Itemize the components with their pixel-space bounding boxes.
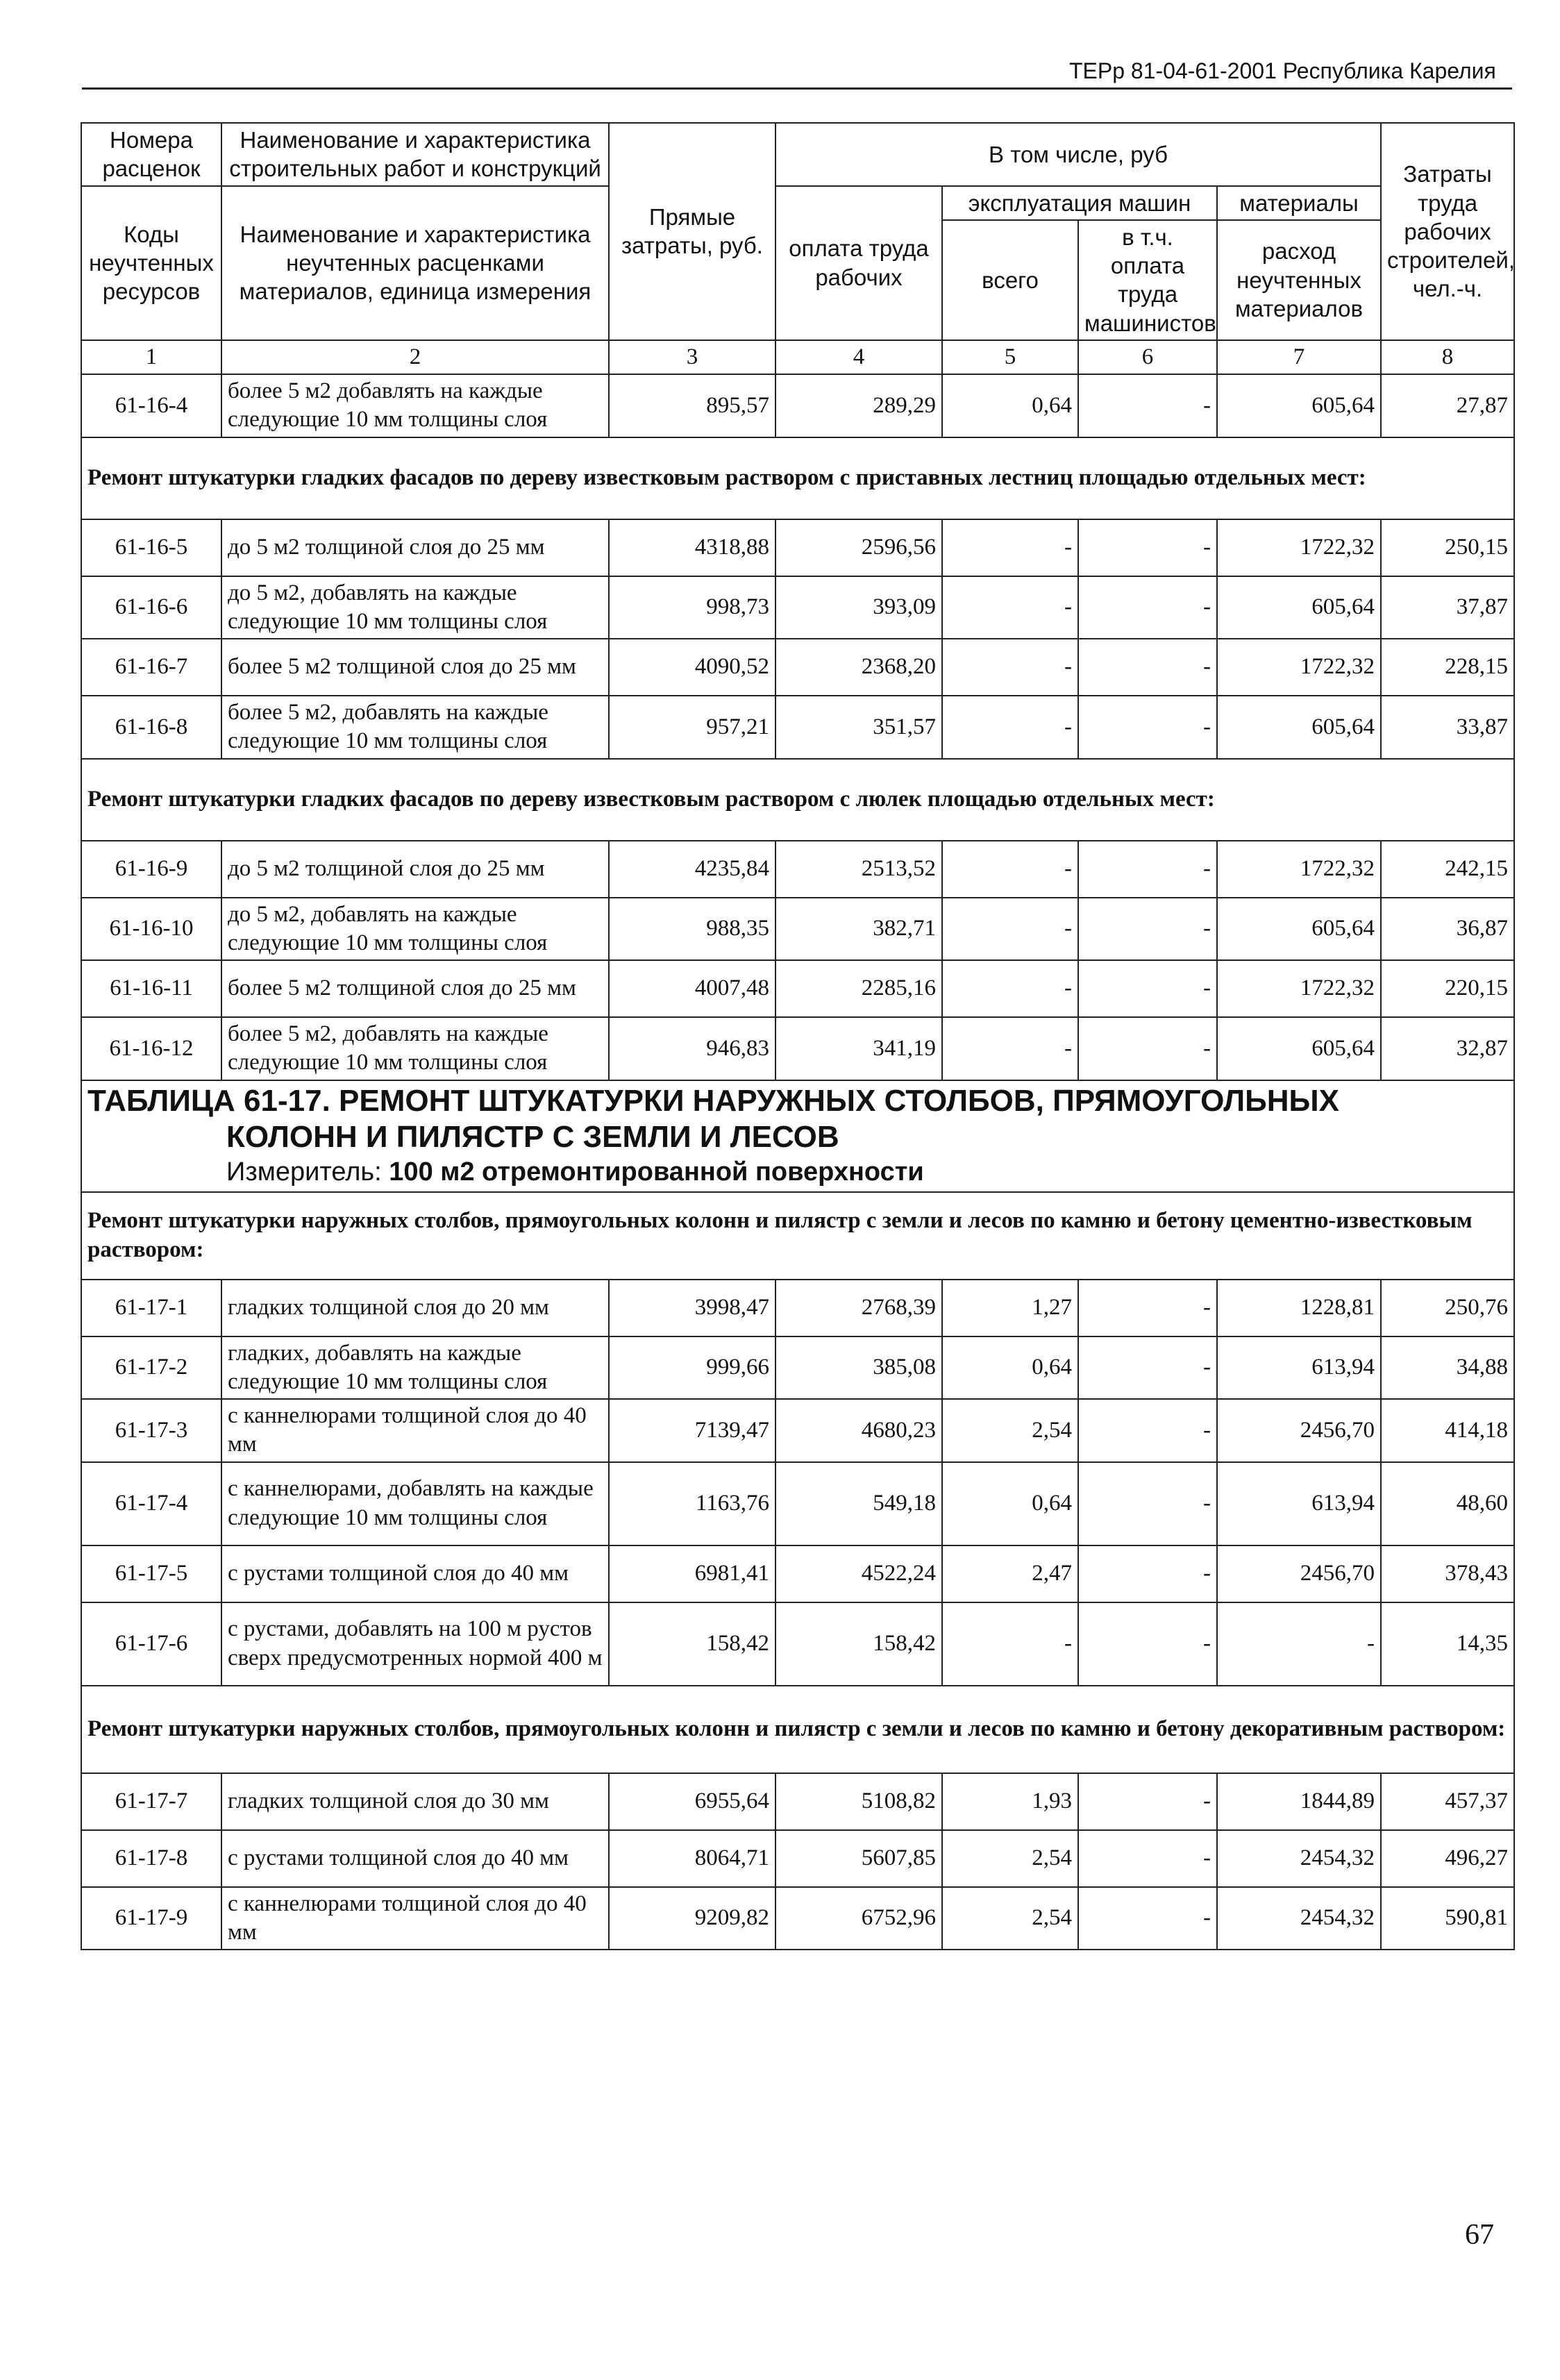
cell-direct: 895,57 <box>609 374 775 437</box>
cell-mach: - <box>942 639 1078 696</box>
cell-desc: с каннелюрами толщиной слоя до 40 мм <box>221 1887 609 1950</box>
cell-mat: 2454,32 <box>1217 1830 1381 1887</box>
cell-labor: 34,88 <box>1381 1336 1514 1400</box>
cell-mat: 605,64 <box>1217 696 1381 759</box>
cell-labor: 228,15 <box>1381 639 1514 696</box>
cell-mat: 1722,32 <box>1217 519 1381 576</box>
cell-labor: 414,18 <box>1381 1399 1514 1462</box>
col-header-materials: материалы <box>1217 186 1381 220</box>
cell-mach_w: - <box>1078 841 1217 898</box>
cell-wages: 4680,23 <box>775 1399 942 1462</box>
cell-mach: - <box>942 519 1078 576</box>
cell-mat: 605,64 <box>1217 1017 1381 1080</box>
cell-code: 61-17-1 <box>81 1280 221 1336</box>
unit-line <box>87 1156 1508 1189</box>
cell-wages: 385,08 <box>775 1336 942 1400</box>
cell-mach_w: - <box>1078 1017 1217 1080</box>
cell-mach: - <box>942 898 1078 961</box>
cell-code: 61-16-12 <box>81 1017 221 1080</box>
column-number: 5 <box>942 340 1078 374</box>
section-title-row <box>81 1192 1514 1280</box>
cell-labor: 242,15 <box>1381 841 1514 898</box>
cell-direct: 3998,47 <box>609 1280 775 1336</box>
header-row-2 <box>81 186 1514 220</box>
cell-labor: 27,87 <box>1381 374 1514 437</box>
cell-mach: 0,64 <box>942 1336 1078 1400</box>
cell-labor: 220,15 <box>1381 960 1514 1017</box>
col-header-code-top: Номера расценок <box>81 123 221 186</box>
cell-mach: 0,64 <box>942 1462 1078 1545</box>
cell-code: 61-17-2 <box>81 1336 221 1400</box>
cell-wages: 2513,52 <box>775 841 942 898</box>
column-number: 3 <box>609 340 775 374</box>
cell-mach_w: - <box>1078 1887 1217 1950</box>
column-number: 1 <box>81 340 221 374</box>
cell-wages: 549,18 <box>775 1462 942 1545</box>
cell-wages: 158,42 <box>775 1602 942 1686</box>
cell-labor: 36,87 <box>1381 898 1514 961</box>
cell-code: 61-17-8 <box>81 1830 221 1887</box>
document-header: ТЕРр 81-04-61-2001 Республика Карелия <box>1069 58 1496 83</box>
table-row <box>81 639 1514 696</box>
cell-mat: 1722,32 <box>1217 960 1381 1017</box>
cell-direct: 6981,41 <box>609 1545 775 1602</box>
cell-wages: 289,29 <box>775 374 942 437</box>
column-numbers-row <box>81 340 1514 374</box>
column-number: 8 <box>1381 340 1514 374</box>
cell-mat: 613,94 <box>1217 1462 1381 1545</box>
table-row <box>81 898 1514 961</box>
col-header-name-bottom: Наименование и характеристика неучтенных расценками материалов, единица измерения <box>221 186 609 340</box>
cell-labor: 457,37 <box>1381 1773 1514 1830</box>
header-rule <box>82 87 1512 90</box>
cell-mach: 0,64 <box>942 374 1078 437</box>
cell-labor: 496,27 <box>1381 1830 1514 1887</box>
cell-direct: 998,73 <box>609 576 775 639</box>
cell-wages: 2368,20 <box>775 639 942 696</box>
cell-code: 61-16-9 <box>81 841 221 898</box>
cell-desc: более 5 м2, добавлять на каждые следующие 10 мм толщины слоя <box>221 696 609 759</box>
cell-direct: 999,66 <box>609 1336 775 1400</box>
cell-mat: 1722,32 <box>1217 639 1381 696</box>
table-title-row <box>81 1080 1514 1192</box>
cell-direct: 1163,76 <box>609 1462 775 1545</box>
section-title: Ремонт штукатурки наружных столбов, прямоугольных колонн и пилястр с земли и лесов по камню и бетону декоративным раствором: <box>81 1686 1514 1773</box>
cell-mach: - <box>942 696 1078 759</box>
cell-direct: 158,42 <box>609 1602 775 1686</box>
cell-mach_w: - <box>1078 519 1217 576</box>
table-row <box>81 374 1514 437</box>
cell-direct: 957,21 <box>609 696 775 759</box>
cell-mat: 2456,70 <box>1217 1545 1381 1602</box>
cell-direct: 4007,48 <box>609 960 775 1017</box>
cell-mach: - <box>942 841 1078 898</box>
table-row <box>81 1773 1514 1830</box>
cell-labor: 250,76 <box>1381 1280 1514 1336</box>
col-header-mach-total: всего <box>942 220 1078 340</box>
cell-code: 61-16-8 <box>81 696 221 759</box>
col-header-direct: Прямые затраты, руб. <box>609 123 775 340</box>
col-header-labor: Затраты труда рабочих строителей, чел.-ч. <box>1381 123 1514 340</box>
cell-mach_w: - <box>1078 960 1217 1017</box>
cell-mat: 605,64 <box>1217 576 1381 639</box>
cell-mach_w: - <box>1078 1399 1217 1462</box>
table-row <box>81 519 1514 576</box>
cell-mach: - <box>942 1017 1078 1080</box>
rates-table <box>81 122 1515 1950</box>
table-row <box>81 841 1514 898</box>
cell-code: 61-16-6 <box>81 576 221 639</box>
cell-wages: 5108,82 <box>775 1773 942 1830</box>
table-row <box>81 1830 1514 1887</box>
cell-direct: 4235,84 <box>609 841 775 898</box>
column-number: 4 <box>775 340 942 374</box>
cell-mach: - <box>942 576 1078 639</box>
cell-desc: до 5 м2, добавлять на каждые следующие 10 мм толщины слоя <box>221 576 609 639</box>
unit-label: Измеритель: <box>226 1157 382 1187</box>
section-title: Ремонт штукатурки гладких фасадов по дереву известковым раствором с люлек площадью отдельных мест: <box>81 759 1514 841</box>
cell-desc: более 5 м2 добавлять на каждые следующие 10 мм толщины слоя <box>221 374 609 437</box>
table-row <box>81 1887 1514 1950</box>
table-row <box>81 960 1514 1017</box>
cell-mach: 1,27 <box>942 1280 1078 1336</box>
table-row <box>81 1336 1514 1400</box>
column-number: 2 <box>221 340 609 374</box>
cell-direct: 4318,88 <box>609 519 775 576</box>
table-row <box>81 1462 1514 1545</box>
table-row <box>81 1280 1514 1336</box>
cell-mach: 2,54 <box>942 1887 1078 1950</box>
cell-mat: - <box>1217 1602 1381 1686</box>
cell-wages: 382,71 <box>775 898 942 961</box>
cell-code: 61-17-7 <box>81 1773 221 1830</box>
cell-mach_w: - <box>1078 1545 1217 1602</box>
cell-mach: 2,47 <box>942 1545 1078 1602</box>
cell-desc: с каннелюрами, добавлять на каждые следующие 10 мм толщины слоя <box>221 1462 609 1545</box>
table-row <box>81 1545 1514 1602</box>
cell-labor: 33,87 <box>1381 696 1514 759</box>
cell-code: 61-17-9 <box>81 1887 221 1950</box>
cell-mat: 605,64 <box>1217 898 1381 961</box>
table-row <box>81 1602 1514 1686</box>
col-header-wages: оплата труда рабочих <box>775 186 942 340</box>
cell-mach: 2,54 <box>942 1830 1078 1887</box>
section-title: Ремонт штукатурки наружных столбов, прямоугольных колонн и пилястр с земли и лесов по камню и бетону цементно-известковым раствором: <box>81 1192 1514 1280</box>
col-header-code-bottom: Коды неучтенных ресурсов <box>81 186 221 340</box>
cell-labor: 250,15 <box>1381 519 1514 576</box>
cell-code: 61-17-6 <box>81 1602 221 1686</box>
cell-mach_w: - <box>1078 1462 1217 1545</box>
cell-code: 61-17-4 <box>81 1462 221 1545</box>
section-title-row <box>81 759 1514 841</box>
cell-mach_w: - <box>1078 1280 1217 1336</box>
cell-wages: 2768,39 <box>775 1280 942 1336</box>
cell-mach_w: - <box>1078 1336 1217 1400</box>
cell-wages: 4522,24 <box>775 1545 942 1602</box>
cell-labor: 32,87 <box>1381 1017 1514 1080</box>
cell-labor: 590,81 <box>1381 1887 1514 1950</box>
cell-desc: до 5 м2, добавлять на каждые следующие 10 мм толщины слоя <box>221 898 609 961</box>
cell-mach_w: - <box>1078 1773 1217 1830</box>
section-title: Ремонт штукатурки гладких фасадов по дереву известковым раствором с приставных лестниц площадью отдельных мест: <box>81 437 1514 519</box>
cell-desc: с каннелюрами толщиной слоя до 40 мм <box>221 1399 609 1462</box>
cell-direct: 946,83 <box>609 1017 775 1080</box>
cell-labor: 37,87 <box>1381 576 1514 639</box>
cell-labor: 48,60 <box>1381 1462 1514 1545</box>
cell-mach_w: - <box>1078 696 1217 759</box>
cell-mat: 613,94 <box>1217 1336 1381 1400</box>
table-title-cell <box>81 1080 1514 1192</box>
section-title-row <box>81 1686 1514 1773</box>
table-row <box>81 576 1514 639</box>
cell-code: 61-16-10 <box>81 898 221 961</box>
cell-wages: 2596,56 <box>775 519 942 576</box>
cell-desc: гладких толщиной слоя до 30 мм <box>221 1773 609 1830</box>
cell-desc: гладких толщиной слоя до 20 мм <box>221 1280 609 1336</box>
col-header-name-top: Наименование и характеристика строительных работ и конструкций <box>221 123 609 186</box>
cell-direct: 6955,64 <box>609 1773 775 1830</box>
page-number: 67 <box>1465 2219 1494 2251</box>
cell-mat: 605,64 <box>1217 374 1381 437</box>
table-title <box>87 1083 1508 1157</box>
cell-code: 61-17-5 <box>81 1545 221 1602</box>
cell-mat: 1722,32 <box>1217 841 1381 898</box>
cell-mat: 2456,70 <box>1217 1399 1381 1462</box>
cell-code: 61-16-11 <box>81 960 221 1017</box>
cell-desc: с рустами толщиной слоя до 40 мм <box>221 1545 609 1602</box>
table-title-line1: ТАБЛИЦА 61-17. РЕМОНТ ШТУКАТУРКИ НАРУЖНЫХ СТОЛБОВ, ПРЯМОУГОЛЬНЫХ <box>87 1083 1339 1118</box>
table-title-line2: КОЛОНН И ПИЛЯСТР С ЗЕМЛИ И ЛЕСОВ <box>226 1120 839 1155</box>
cell-wages: 5607,85 <box>775 1830 942 1887</box>
column-number: 7 <box>1217 340 1381 374</box>
cell-desc: более 5 м2 толщиной слоя до 25 мм <box>221 960 609 1017</box>
cell-mach_w: - <box>1078 1830 1217 1887</box>
cell-desc: гладких, добавлять на каждые следующие 10 мм толщины слоя <box>221 1336 609 1400</box>
cell-labor: 378,43 <box>1381 1545 1514 1602</box>
col-header-machines: эксплуатация машин <box>942 186 1217 220</box>
cell-mach_w: - <box>1078 639 1217 696</box>
cell-desc: до 5 м2 толщиной слоя до 25 мм <box>221 841 609 898</box>
cell-code: 61-17-3 <box>81 1399 221 1462</box>
cell-mat: 1228,81 <box>1217 1280 1381 1336</box>
cell-mach: - <box>942 960 1078 1017</box>
cell-mach_w: - <box>1078 1602 1217 1686</box>
col-header-mat-expense: расход неучтенных материалов <box>1217 220 1381 340</box>
cell-mach: 2,54 <box>942 1399 1078 1462</box>
col-header-mach-wages: в т.ч. оплата труда машинистов <box>1078 220 1217 340</box>
cell-mat: 1844,89 <box>1217 1773 1381 1830</box>
table-row <box>81 1017 1514 1080</box>
cell-mach: - <box>942 1602 1078 1686</box>
cell-desc: с рустами толщиной слоя до 40 мм <box>221 1830 609 1887</box>
cell-direct: 988,35 <box>609 898 775 961</box>
cell-labor: 14,35 <box>1381 1602 1514 1686</box>
cell-wages: 6752,96 <box>775 1887 942 1950</box>
cell-mach: 1,93 <box>942 1773 1078 1830</box>
cell-code: 61-16-5 <box>81 519 221 576</box>
table-row <box>81 696 1514 759</box>
table-row <box>81 1399 1514 1462</box>
cell-direct: 7139,47 <box>609 1399 775 1462</box>
cell-wages: 351,57 <box>775 696 942 759</box>
cell-wages: 341,19 <box>775 1017 942 1080</box>
unit-value: 100 м2 отремонтированной поверхности <box>389 1157 924 1187</box>
col-header-including: В том числе, руб <box>775 123 1381 186</box>
cell-wages: 393,09 <box>775 576 942 639</box>
cell-direct: 8064,71 <box>609 1830 775 1887</box>
cell-mach_w: - <box>1078 374 1217 437</box>
cell-desc: более 5 м2 толщиной слоя до 25 мм <box>221 639 609 696</box>
header-row-1 <box>81 123 1514 186</box>
column-number: 6 <box>1078 340 1217 374</box>
cell-mach_w: - <box>1078 898 1217 961</box>
cell-code: 61-16-7 <box>81 639 221 696</box>
cell-desc: до 5 м2 толщиной слоя до 25 мм <box>221 519 609 576</box>
section-title-row <box>81 437 1514 519</box>
cell-code: 61-16-4 <box>81 374 221 437</box>
cell-desc: более 5 м2, добавлять на каждые следующие 10 мм толщины слоя <box>221 1017 609 1080</box>
cell-direct: 9209,82 <box>609 1887 775 1950</box>
cell-mach_w: - <box>1078 576 1217 639</box>
cell-mat: 2454,32 <box>1217 1887 1381 1950</box>
cell-desc: с рустами, добавлять на 100 м рустов сверх предусмотренных нормой 400 м <box>221 1602 609 1686</box>
cell-direct: 4090,52 <box>609 639 775 696</box>
cell-wages: 2285,16 <box>775 960 942 1017</box>
